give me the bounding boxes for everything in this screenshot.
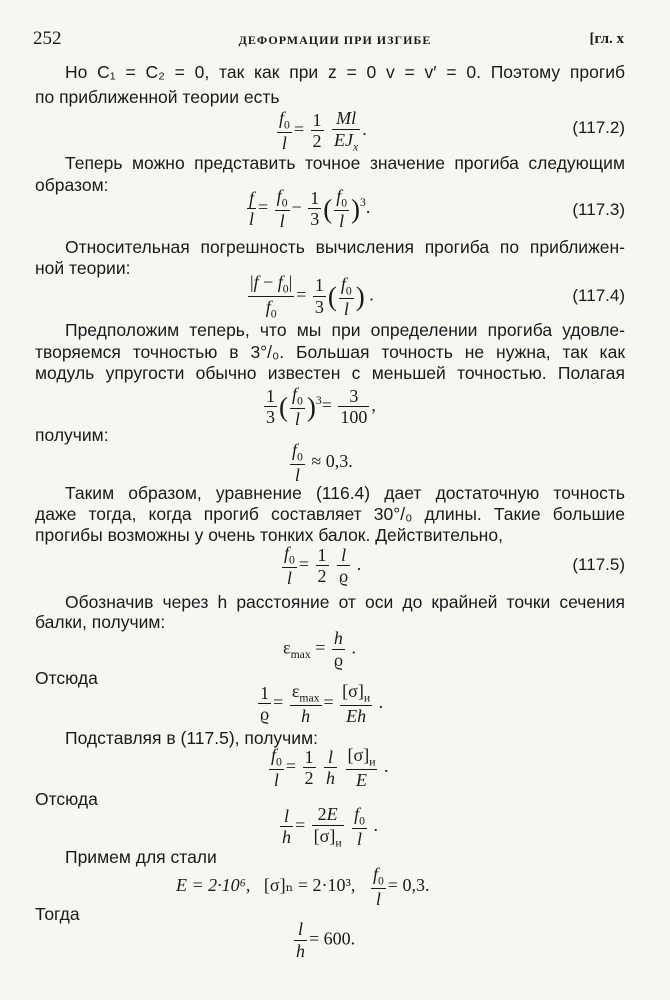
- text-line: Но C₁ = C₂ = 0, так как при z = 0 v = v′ = 0. Поэтому прогиб: [65, 62, 625, 82]
- text-line: образом:: [35, 175, 109, 195]
- equation-117-5: $\frac{f_0}{l}$ = $\frac{1}{2}$ $\frac{l}{ϱ}$ .: [284, 543, 362, 589]
- equation-emax: $\varepsilon_{max}$ = $\frac{h}{ϱ}$ .: [283, 628, 357, 670]
- text-line: Обозначив через h расстояние от оси до крайней точки сечения: [65, 592, 625, 612]
- text-line: модуль упругости обычно известен с меньшей точностью. Полагая: [35, 363, 625, 383]
- page-number: 252: [33, 28, 62, 49]
- text-line: Теперь можно представить точное значение прогиба следующим: [65, 153, 625, 173]
- text-line: Отсюда: [35, 789, 98, 809]
- text-line: Тогда: [35, 904, 80, 924]
- equation-curvature: $\frac{1}{ϱ}$ = $\frac{\varepsilon_{max}}{h}$ = $\frac{[\sigma]_и}{Eh}$ .: [260, 681, 384, 727]
- text-line: Примем для стали: [65, 847, 217, 867]
- equation-number: (117.3): [572, 200, 625, 219]
- equation-ratio-approx: $\frac{f_0}{l}$ ≈ 0,3.: [292, 440, 353, 486]
- equation-slenderness: $\frac{l}{h}$ = $\frac{2E}{[\sigma]_и}$ $\frac{f_0}{l}$ .: [282, 804, 378, 850]
- text-line: ной теории:: [35, 258, 131, 278]
- text-line: прогибы возможны у очень тонких балок. Действительно,: [35, 525, 503, 545]
- equation-steel-values: E = 2·10⁶, [σ]ₙ = 2·10³, $\frac{f_0}{l}$ = 0,3.: [176, 864, 430, 910]
- equation-117-4: $\frac{|f - f_0|}{f_0}$ = $\frac{1}{3}$ ( $\frac{f_0}{l}$ ) .: [250, 272, 374, 321]
- equation-117-3: $\frac{f}{l}$ = $\frac{f_0}{l}$ − $\frac{1}{3}$ ( $\frac{f_0}{l}$ )$^3$.: [249, 186, 371, 232]
- text-line: Таким образом, уравнение (116.4) дает достаточную точность: [65, 483, 625, 503]
- equation-final: $\frac{l}{h}$ = 600.: [296, 919, 356, 961]
- equation-number: (117.4): [572, 286, 625, 305]
- text-line: по приближенной теории есть: [35, 87, 280, 107]
- equation-number: (117.2): [572, 118, 625, 137]
- equation-assumption: $\frac{1}{3}$ ( $\frac{f_0}{l}$ )$^3$= $\frac{3}{100}$ ,: [266, 384, 376, 430]
- equation-substituted: $\frac{f_0}{l}$ = $\frac{1}{2}$ $\frac{l}{h}$ $\frac{[\sigma]_и}{E}$ .: [271, 745, 389, 791]
- text-line: даже тогда, когда прогиб составляет 30°/₀ длины. Такие большие: [35, 504, 625, 524]
- equation-number: (117.5): [572, 555, 625, 574]
- equation-117-2: $\frac{f_0}{l}$ = $\frac{1}{2}$ $\frac{Ml}{EJ_x}$ .: [279, 108, 367, 154]
- text-line: получим:: [35, 425, 109, 445]
- chapter-marker: [гл. x: [589, 31, 624, 47]
- text-line: Относительная погрешность вычисления прогиба по приближен-: [65, 237, 625, 257]
- text-line: Подставляя в (117.5), получим:: [65, 728, 318, 748]
- text-line: балки, получим:: [35, 612, 166, 632]
- text-line: творяемся точностью в 3°/₀. Большая точность не нужна, так как: [35, 342, 625, 362]
- text-line: Отсюда: [35, 668, 98, 688]
- text-line: Предположим теперь, что мы при определении прогиба удовле-: [65, 320, 625, 340]
- running-title: ДЕФОРМАЦИИ ПРИ ИЗГИБЕ: [238, 33, 432, 47]
